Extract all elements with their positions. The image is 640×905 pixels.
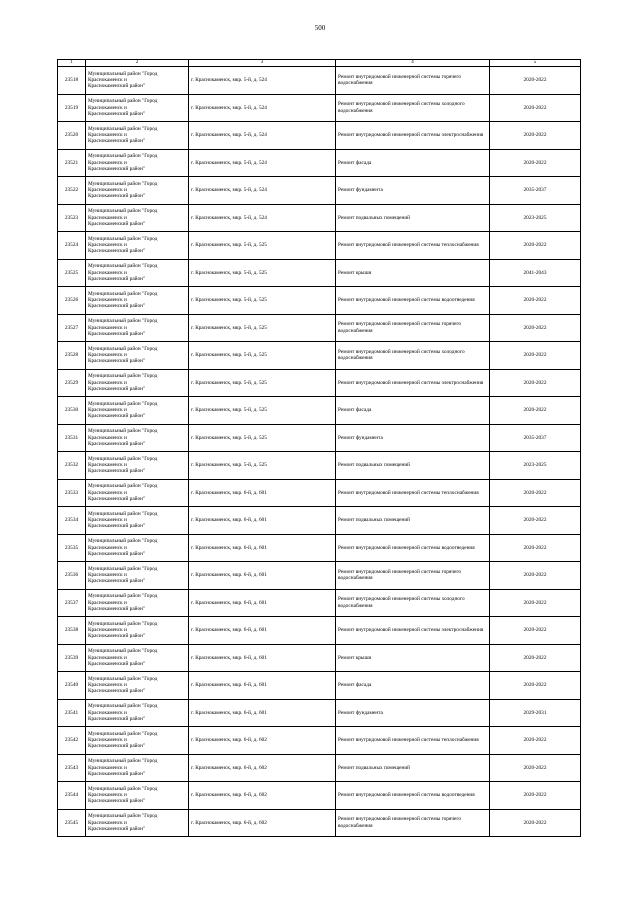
period-cell: 2023-2025 [490,452,581,480]
column-number: 3 [189,60,336,67]
period-cell: 2020-2022 [490,534,581,562]
table-row [58,122,581,150]
work-type-cell: Ремонт фасада [336,149,490,177]
period-cell: 2020-2022 [490,369,581,397]
period-cell: 2020-2022 [490,122,581,150]
table-row [58,177,581,205]
municipality-cell: Муниципальный район "Город Краснокаменск и Краснокаменский район" [86,287,189,315]
work-type-cell: Ремонт внутридомовой инженерной системы водоотведения [336,782,490,810]
municipality-cell: Муниципальный район "Город Краснокаменск и Краснокаменский район" [86,727,189,755]
period-cell: 2020-2022 [490,589,581,617]
work-type-cell: Ремонт внутридомовой инженерной системы электроснабжения [336,122,490,150]
address-cell: г. Краснокаменск, мкр. 5-й, д. 524 [189,149,336,177]
period-cell: 2020-2022 [490,644,581,672]
period-cell: 2020-2022 [490,727,581,755]
table-row [58,204,581,232]
row-number-cell: 23545 [58,809,86,837]
municipality-cell: Муниципальный район "Город Краснокаменск и Краснокаменский район" [86,204,189,232]
table-body [58,60,581,837]
table-row [58,562,581,590]
municipality-cell: Муниципальный район "Город Краснокаменск и Краснокаменский район" [86,672,189,700]
table-row [58,94,581,122]
address-cell: г. Краснокаменск, мкр. 6-й, д. 601 [189,507,336,535]
row-number-cell: 23536 [58,562,86,590]
table-row [58,259,581,287]
row-number-cell: 23530 [58,397,86,425]
page-number: 500 [314,24,326,32]
municipality-cell: Муниципальный район "Город Краснокаменск и Краснокаменский район" [86,67,189,95]
work-type-cell: Ремонт внутридомовой инженерной системы водоотведения [336,287,490,315]
period-cell: 2035-2037 [490,424,581,452]
row-number-cell: 23532 [58,452,86,480]
row-number-cell: 23534 [58,507,86,535]
work-type-cell: Ремонт внутридомовой инженерной системы теплоснабжения [336,479,490,507]
table-row [58,534,581,562]
period-cell: 2020-2022 [490,672,581,700]
address-cell: г. Краснокаменск, мкр. 5-й, д. 525 [189,369,336,397]
row-number-cell: 23541 [58,699,86,727]
address-cell: г. Краснокаменск, мкр. 6-й, д. 601 [189,562,336,590]
address-cell: г. Краснокаменск, мкр. 5-й, д. 524 [189,204,336,232]
row-number-cell: 23520 [58,122,86,150]
period-cell: 2020-2022 [490,562,581,590]
work-type-cell: Ремонт фундамента [336,177,490,205]
period-cell: 2020-2022 [490,287,581,315]
work-type-cell: Ремонт фундамента [336,424,490,452]
row-number-cell: 23522 [58,177,86,205]
municipality-cell: Муниципальный район "Город Краснокаменск и Краснокаменский район" [86,479,189,507]
work-type-cell: Ремонт внутридомовой инженерной системы горячего водоснабжения [336,809,490,837]
row-number-cell: 23538 [58,617,86,645]
municipality-cell: Муниципальный район "Город Краснокаменск и Краснокаменский район" [86,397,189,425]
address-cell: г. Краснокаменск, мкр. 6-й, д. 602 [189,754,336,782]
work-type-cell: Ремонт внутридомовой инженерной системы горячего водоснабжения [336,562,490,590]
table-row [58,507,581,535]
table-row [58,232,581,260]
table-row [58,397,581,425]
table-row [58,479,581,507]
work-type-cell: Ремонт внутридомовой инженерной системы электроснабжения [336,369,490,397]
address-cell: г. Краснокаменск, мкр. 6-й, д. 601 [189,534,336,562]
municipality-cell: Муниципальный район "Город Краснокаменск и Краснокаменский район" [86,644,189,672]
period-cell: 2020-2022 [490,67,581,95]
row-number-cell: 23535 [58,534,86,562]
municipality-cell: Муниципальный район "Город Краснокаменск и Краснокаменский район" [86,617,189,645]
address-cell: г. Краснокаменск, мкр. 5-й, д. 525 [189,342,336,370]
table-row [58,672,581,700]
municipality-cell: Муниципальный район "Город Краснокаменск и Краснокаменский район" [86,369,189,397]
row-number-cell: 23531 [58,424,86,452]
row-number-cell: 23518 [58,67,86,95]
column-number: 4 [336,60,490,67]
work-type-cell: Ремонт крыши [336,259,490,287]
municipality-cell: Муниципальный район "Город Краснокаменск и Краснокаменский район" [86,122,189,150]
row-number-cell: 23529 [58,369,86,397]
municipality-cell: Муниципальный район "Город Краснокаменск и Краснокаменский район" [86,232,189,260]
work-type-cell: Ремонт внутридомовой инженерной системы холодного водоснабжения [336,589,490,617]
work-type-cell: Ремонт внутридомовой инженерной системы теплоснабжения [336,232,490,260]
work-type-cell: Ремонт внутридомовой инженерной системы электроснабжения [336,617,490,645]
municipality-cell: Муниципальный район "Город Краснокаменск и Краснокаменский район" [86,314,189,342]
period-cell: 2020-2022 [490,479,581,507]
row-number-cell: 23525 [58,259,86,287]
address-cell: г. Краснокаменск, мкр. 6-й, д. 602 [189,727,336,755]
table-row [58,369,581,397]
work-type-cell: Ремонт крыши [336,644,490,672]
table-row [58,67,581,95]
row-number-cell: 23543 [58,754,86,782]
municipality-cell: Муниципальный район "Город Краснокаменск и Краснокаменский район" [86,534,189,562]
period-cell: 2020-2022 [490,617,581,645]
table-row [58,782,581,810]
table-row [58,809,581,837]
municipality-cell: Муниципальный район "Город Краснокаменск и Краснокаменский район" [86,149,189,177]
period-cell: 2029-2031 [490,699,581,727]
table-row [58,342,581,370]
work-type-cell: Ремонт внутридомовой инженерной системы горячего водоснабжения [336,67,490,95]
row-number-cell: 23521 [58,149,86,177]
work-type-cell: Ремонт подвальных помещений [336,204,490,232]
work-type-cell: Ремонт фасада [336,672,490,700]
row-number-cell: 23533 [58,479,86,507]
address-cell: г. Краснокаменск, мкр. 5-й, д. 525 [189,424,336,452]
municipality-cell: Муниципальный район "Город Краснокаменск и Краснокаменский район" [86,259,189,287]
column-number: 2 [86,60,189,67]
row-number-cell: 23544 [58,782,86,810]
address-cell: г. Краснокаменск, мкр. 5-й, д. 524 [189,177,336,205]
row-number-cell: 23524 [58,232,86,260]
address-cell: г. Краснокаменск, мкр. 5-й, д. 525 [189,232,336,260]
address-cell: г. Краснокаменск, мкр. 5-й, д. 525 [189,259,336,287]
row-number-cell: 23528 [58,342,86,370]
work-type-cell: Ремонт внутридомовой инженерной системы водоотведения [336,534,490,562]
work-type-cell: Ремонт подвальных помещений [336,507,490,535]
municipality-cell: Муниципальный район "Город Краснокаменск и Краснокаменский район" [86,699,189,727]
row-number-cell: 23527 [58,314,86,342]
period-cell: 2020-2022 [490,232,581,260]
work-type-cell: Ремонт подвальных помещений [336,452,490,480]
address-cell: г. Краснокаменск, мкр. 5-й, д. 525 [189,287,336,315]
work-type-cell: Ремонт внутридомовой инженерной системы холодного водоснабжения [336,94,490,122]
table-row [58,314,581,342]
municipality-cell: Муниципальный район "Город Краснокаменск и Краснокаменский район" [86,342,189,370]
address-cell: г. Краснокаменск, мкр. 6-й, д. 602 [189,782,336,810]
municipality-cell: Муниципальный район "Город Краснокаменск и Краснокаменский район" [86,507,189,535]
column-number: 1 [58,60,86,67]
address-cell: г. Краснокаменск, мкр. 6-й, д. 601 [189,672,336,700]
table-row [58,424,581,452]
work-type-cell: Ремонт внутридомовой инженерной системы горячего водоснабжения [336,314,490,342]
column-number-row [58,60,581,67]
table-row [58,452,581,480]
address-cell: г. Краснокаменск, мкр. 5-й, д. 525 [189,397,336,425]
row-number-cell: 23519 [58,94,86,122]
work-type-cell: Ремонт внутридомовой инженерной системы теплоснабжения [336,727,490,755]
address-cell: г. Краснокаменск, мкр. 6-й, д. 601 [189,479,336,507]
work-type-cell: Ремонт подвальных помещений [336,754,490,782]
municipality-cell: Муниципальный район "Город Краснокаменск и Краснокаменский район" [86,452,189,480]
table-row [58,617,581,645]
period-cell: 2020-2022 [490,94,581,122]
period-cell: 2020-2022 [490,507,581,535]
row-number-cell: 23539 [58,644,86,672]
municipality-cell: Муниципальный район "Город Краснокаменск и Краснокаменский район" [86,809,189,837]
address-cell: г. Краснокаменск, мкр. 6-й, д. 601 [189,589,336,617]
period-cell: 2020-2022 [490,314,581,342]
municipality-cell: Муниципальный район "Город Краснокаменск и Краснокаменский район" [86,782,189,810]
period-cell: 2020-2022 [490,149,581,177]
table-row [58,589,581,617]
work-type-cell: Ремонт фасада [336,397,490,425]
address-cell: г. Краснокаменск, мкр. 5-й, д. 525 [189,314,336,342]
work-type-cell: Ремонт фундамента [336,699,490,727]
table-row [58,727,581,755]
period-cell: 2020-2022 [490,809,581,837]
table-row [58,644,581,672]
column-number: 5 [490,60,581,67]
address-cell: г. Краснокаменск, мкр. 5-й, д. 525 [189,452,336,480]
table-row [58,699,581,727]
address-cell: г. Краснокаменск, мкр. 6-й, д. 601 [189,617,336,645]
address-cell: г. Краснокаменск, мкр. 6-й, д. 601 [189,644,336,672]
municipality-cell: Муниципальный район "Город Краснокаменск и Краснокаменский район" [86,424,189,452]
period-cell: 2023-2025 [490,204,581,232]
municipality-cell: Муниципальный район "Город Краснокаменск и Краснокаменский район" [86,754,189,782]
period-cell: 2041-2043 [490,259,581,287]
period-cell: 2020-2022 [490,754,581,782]
row-number-cell: 23540 [58,672,86,700]
period-cell: 2020-2022 [490,342,581,370]
period-cell: 2020-2022 [490,397,581,425]
work-type-cell: Ремонт внутридомовой инженерной системы холодного водоснабжения [336,342,490,370]
address-cell: г. Краснокаменск, мкр. 6-й, д. 602 [189,809,336,837]
municipality-cell: Муниципальный район "Город Краснокаменск и Краснокаменский район" [86,177,189,205]
municipality-cell: Муниципальный район "Город Краснокаменск и Краснокаменский район" [86,94,189,122]
row-number-cell: 23542 [58,727,86,755]
row-number-cell: 23523 [58,204,86,232]
table-row [58,754,581,782]
municipality-cell: Муниципальный район "Город Краснокаменск и Краснокаменский район" [86,562,189,590]
address-cell: г. Краснокаменск, мкр. 5-й, д. 524 [189,94,336,122]
address-cell: г. Краснокаменск, мкр. 6-й, д. 601 [189,699,336,727]
address-cell: г. Краснокаменск, мкр. 5-й, д. 524 [189,122,336,150]
table-row [58,149,581,177]
address-cell: г. Краснокаменск, мкр. 5-й, д. 524 [189,67,336,95]
row-number-cell: 23537 [58,589,86,617]
row-number-cell: 23526 [58,287,86,315]
municipality-cell: Муниципальный район "Город Краснокаменск и Краснокаменский район" [86,589,189,617]
period-cell: 2035-2037 [490,177,581,205]
table-row [58,287,581,315]
repair-schedule-table [57,59,581,837]
period-cell: 2020-2022 [490,782,581,810]
